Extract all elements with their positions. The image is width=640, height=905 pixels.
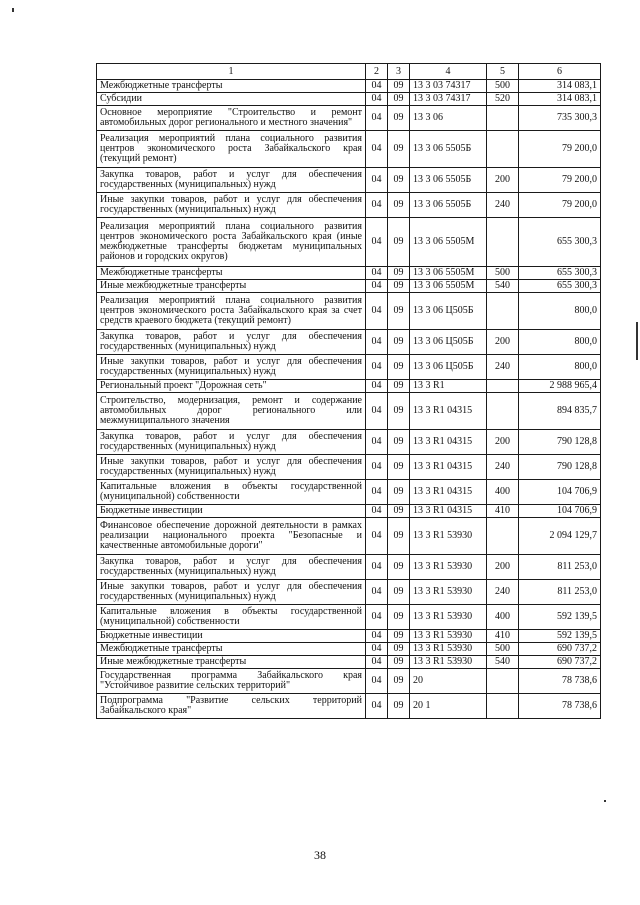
amount-cell: 2 094 129,7	[519, 518, 601, 555]
section-cell: 04	[366, 393, 388, 430]
row-name-cell: Бюджетные инвестиции	[97, 505, 366, 518]
target-article-cell: 13 3 R1 04315	[410, 505, 487, 518]
expense-type-cell	[487, 218, 519, 267]
row-name-cell: Субсидии	[97, 93, 366, 106]
section-cell: 04	[366, 131, 388, 168]
row-name-cell: Иные межбюджетные трансферты	[97, 280, 366, 293]
target-article-cell: 13 3 R1	[410, 380, 487, 393]
expense-type-cell	[487, 380, 519, 393]
target-article-cell: 13 3 R1 53930	[410, 630, 487, 643]
target-article-cell: 13 3 R1 53930	[410, 518, 487, 555]
expense-type-cell: 400	[487, 605, 519, 630]
row-name-cell: Региональный проект "Дорожная сеть"	[97, 380, 366, 393]
table-row	[97, 605, 601, 630]
row-name-cell: Строительство, модернизация, ремонт и содержание автомобильных дорог регионального или межмуниципального значения	[97, 393, 366, 430]
table-row	[97, 293, 601, 330]
subsection-cell: 09	[388, 643, 410, 656]
section-cell: 04	[366, 267, 388, 280]
subsection-cell: 09	[388, 656, 410, 669]
section-cell: 04	[366, 643, 388, 656]
expense-type-cell	[487, 518, 519, 555]
amount-cell: 790 128,8	[519, 455, 601, 480]
table-row	[97, 656, 601, 669]
expense-type-cell: 240	[487, 455, 519, 480]
table-row	[97, 131, 601, 168]
target-article-cell: 13 3 R1 04315	[410, 430, 487, 455]
section-cell: 04	[366, 193, 388, 218]
amount-cell: 104 706,9	[519, 480, 601, 505]
table-row	[97, 518, 601, 555]
target-article-cell: 13 3 06 5505Б	[410, 168, 487, 193]
expense-type-cell	[487, 106, 519, 131]
amount-cell: 894 835,7	[519, 393, 601, 430]
subsection-cell: 09	[388, 267, 410, 280]
target-article-cell: 13 3 R1 53930	[410, 643, 487, 656]
section-cell: 04	[366, 80, 388, 93]
amount-cell: 690 737,2	[519, 643, 601, 656]
row-name-cell: Иные межбюджетные трансферты	[97, 656, 366, 669]
table-row	[97, 643, 601, 656]
target-article-cell: 13 3 03 74317	[410, 80, 487, 93]
expense-type-cell: 200	[487, 430, 519, 455]
expense-type-cell: 200	[487, 555, 519, 580]
subsection-cell: 09	[388, 355, 410, 380]
page-number: 38	[314, 848, 326, 862]
table-row	[97, 280, 601, 293]
budget-table-body	[97, 64, 601, 719]
subsection-cell: 09	[388, 280, 410, 293]
section-cell: 04	[366, 455, 388, 480]
row-name-cell: Закупка товаров, работ и услуг для обеспечения государственных (муниципальных) нужд	[97, 430, 366, 455]
expense-type-cell: 240	[487, 193, 519, 218]
amount-cell: 104 706,9	[519, 505, 601, 518]
amount-cell: 811 253,0	[519, 555, 601, 580]
target-article-cell: 13 3 R1 04315	[410, 455, 487, 480]
expense-type-cell: 400	[487, 480, 519, 505]
subsection-cell: 09	[388, 480, 410, 505]
target-article-cell: 13 3 R1 53930	[410, 555, 487, 580]
target-article-cell: 13 3 06 5505М	[410, 218, 487, 267]
expense-type-cell	[487, 694, 519, 719]
target-article-cell: 13 3 R1 53930	[410, 605, 487, 630]
target-article-cell: 13 3 03 74317	[410, 93, 487, 106]
amount-cell: 655 300,3	[519, 218, 601, 267]
table-row	[97, 267, 601, 280]
target-article-cell: 13 3 06 Ц505Б	[410, 293, 487, 330]
amount-cell: 314 083,1	[519, 93, 601, 106]
subsection-cell: 09	[388, 505, 410, 518]
target-article-cell: 20 1	[410, 694, 487, 719]
scan-mark	[604, 800, 606, 802]
subsection-cell: 09	[388, 106, 410, 131]
table-row	[97, 168, 601, 193]
subsection-cell: 09	[388, 669, 410, 694]
row-name-cell: Капитальные вложения в объекты государственной (муниципальной) собственности	[97, 480, 366, 505]
table-row	[97, 193, 601, 218]
row-name-cell: Государственная программа Забайкальского края "Устойчивое развитие сельских территорий"	[97, 669, 366, 694]
table-row	[97, 455, 601, 480]
table-row	[97, 580, 601, 605]
amount-cell: 735 300,3	[519, 106, 601, 131]
section-cell: 04	[366, 669, 388, 694]
subsection-cell: 09	[388, 605, 410, 630]
row-name-cell: Капитальные вложения в объекты государственной (муниципальной) собственности	[97, 605, 366, 630]
subsection-cell: 09	[388, 168, 410, 193]
row-name-cell: Подпрограмма "Развитие сельских территорий Забайкальского края"	[97, 694, 366, 719]
section-cell: 04	[366, 380, 388, 393]
target-article-cell: 20	[410, 669, 487, 694]
section-cell: 04	[366, 93, 388, 106]
table-row	[97, 93, 601, 106]
row-name-cell: Иные закупки товаров, работ и услуг для обеспечения государственных (муниципальных) нужд	[97, 193, 366, 218]
target-article-cell: 13 3 06 5505М	[410, 267, 487, 280]
row-name-cell: Межбюджетные трансферты	[97, 80, 366, 93]
target-article-cell: 13 3 R1 53930	[410, 580, 487, 605]
amount-cell: 811 253,0	[519, 580, 601, 605]
table-row	[97, 355, 601, 380]
row-name-cell: Межбюджетные трансферты	[97, 267, 366, 280]
target-article-cell: 13 3 06 5505Б	[410, 193, 487, 218]
row-name-cell: Закупка товаров, работ и услуг для обеспечения государственных (муниципальных) нужд	[97, 555, 366, 580]
amount-cell: 592 139,5	[519, 605, 601, 630]
target-article-cell: 13 3 06 Ц505Б	[410, 330, 487, 355]
section-cell: 04	[366, 605, 388, 630]
table-row	[97, 555, 601, 580]
amount-cell: 592 139,5	[519, 630, 601, 643]
section-cell: 04	[366, 106, 388, 131]
row-name-cell: Иные закупки товаров, работ и услуг для обеспечения государственных (муниципальных) нужд	[97, 455, 366, 480]
amount-cell: 79 200,0	[519, 193, 601, 218]
budget-table	[96, 63, 601, 719]
row-name-cell: Основное мероприятие "Строительство и ремонт автомобильных дорог регионального и местного значения"	[97, 106, 366, 131]
table-row	[97, 669, 601, 694]
subsection-cell: 09	[388, 430, 410, 455]
subsection-cell: 09	[388, 218, 410, 267]
amount-cell: 690 737,2	[519, 656, 601, 669]
table-row	[97, 80, 601, 93]
table-row	[97, 694, 601, 719]
section-cell: 04	[366, 355, 388, 380]
subsection-cell: 09	[388, 93, 410, 106]
target-article-cell: 13 3 R1 53930	[410, 656, 487, 669]
table-row	[97, 330, 601, 355]
amount-cell: 800,0	[519, 293, 601, 330]
subsection-cell: 09	[388, 293, 410, 330]
section-cell: 04	[366, 505, 388, 518]
header-col-4: 4	[410, 64, 487, 80]
subsection-cell: 09	[388, 455, 410, 480]
amount-cell: 655 300,3	[519, 280, 601, 293]
row-name-cell: Межбюджетные трансферты	[97, 643, 366, 656]
expense-type-cell: 500	[487, 643, 519, 656]
target-article-cell: 13 3 06 Ц505Б	[410, 355, 487, 380]
section-cell: 04	[366, 555, 388, 580]
expense-type-cell: 540	[487, 656, 519, 669]
subsection-cell: 09	[388, 580, 410, 605]
expense-type-cell: 410	[487, 630, 519, 643]
amount-cell: 800,0	[519, 330, 601, 355]
subsection-cell: 09	[388, 380, 410, 393]
amount-cell: 78 738,6	[519, 669, 601, 694]
table-row	[97, 430, 601, 455]
row-name-cell: Иные закупки товаров, работ и услуг для обеспечения государственных (муниципальных) нужд	[97, 580, 366, 605]
subsection-cell: 09	[388, 131, 410, 168]
subsection-cell: 09	[388, 694, 410, 719]
row-name-cell: Закупка товаров, работ и услуг для обеспечения государственных (муниципальных) нужд	[97, 168, 366, 193]
expense-type-cell: 500	[487, 80, 519, 93]
subsection-cell: 09	[388, 193, 410, 218]
table-row	[97, 218, 601, 267]
section-cell: 04	[366, 293, 388, 330]
row-name-cell: Реализация мероприятий плана социального развития центров экономического роста Забайкальского края (иные межбюджетные трансферты бюджетам муниципальных районов и городских округов)	[97, 218, 366, 267]
header-col-3: 3	[388, 64, 410, 80]
amount-cell: 78 738,6	[519, 694, 601, 719]
amount-cell: 800,0	[519, 355, 601, 380]
table-row	[97, 106, 601, 131]
section-cell: 04	[366, 656, 388, 669]
header-row	[97, 64, 601, 80]
target-article-cell: 13 3 06 5505Б	[410, 131, 487, 168]
section-cell: 04	[366, 630, 388, 643]
section-cell: 04	[366, 518, 388, 555]
subsection-cell: 09	[388, 518, 410, 555]
row-name-cell: Закупка товаров, работ и услуг для обеспечения государственных (муниципальных) нужд	[97, 330, 366, 355]
expense-type-cell: 240	[487, 580, 519, 605]
expense-type-cell: 520	[487, 93, 519, 106]
header-col-1: 1	[97, 64, 366, 80]
section-cell: 04	[366, 330, 388, 355]
subsection-cell: 09	[388, 555, 410, 580]
section-cell: 04	[366, 694, 388, 719]
section-cell: 04	[366, 280, 388, 293]
expense-type-cell: 410	[487, 505, 519, 518]
amount-cell: 79 200,0	[519, 131, 601, 168]
table-row	[97, 630, 601, 643]
row-name-cell: Бюджетные инвестиции	[97, 630, 366, 643]
amount-cell: 314 083,1	[519, 80, 601, 93]
row-name-cell: Иные закупки товаров, работ и услуг для обеспечения государственных (муниципальных) нужд	[97, 355, 366, 380]
target-article-cell: 13 3 06 5505М	[410, 280, 487, 293]
expense-type-cell: 540	[487, 280, 519, 293]
section-cell: 04	[366, 480, 388, 505]
amount-cell: 79 200,0	[519, 168, 601, 193]
target-article-cell: 13 3 06	[410, 106, 487, 131]
expense-type-cell	[487, 293, 519, 330]
subsection-cell: 09	[388, 393, 410, 430]
scan-mark	[12, 8, 14, 12]
row-name-cell: Реализация мероприятий плана социального развития центров экономического роста Забайкальского края (текущий ремонт)	[97, 131, 366, 168]
subsection-cell: 09	[388, 80, 410, 93]
expense-type-cell: 500	[487, 267, 519, 280]
header-col-2: 2	[366, 64, 388, 80]
amount-cell: 2 988 965,4	[519, 380, 601, 393]
section-cell: 04	[366, 430, 388, 455]
section-cell: 04	[366, 580, 388, 605]
amount-cell: 655 300,3	[519, 267, 601, 280]
subsection-cell: 09	[388, 630, 410, 643]
header-col-6: 6	[519, 64, 601, 80]
target-article-cell: 13 3 R1 04315	[410, 480, 487, 505]
subsection-cell: 09	[388, 330, 410, 355]
amount-cell: 790 128,8	[519, 430, 601, 455]
row-name-cell: Реализация мероприятий плана социального развития центров экономического роста Забайкальского края за счет средств краевого бюджета (текущий ремонт)	[97, 293, 366, 330]
expense-type-cell	[487, 131, 519, 168]
table-row	[97, 380, 601, 393]
expense-type-cell	[487, 669, 519, 694]
table-row	[97, 505, 601, 518]
row-name-cell: Финансовое обеспечение дорожной деятельности в рамках реализации национального проекта "Безопасные и качественные автомобильные дороги"	[97, 518, 366, 555]
header-col-5: 5	[487, 64, 519, 80]
expense-type-cell: 240	[487, 355, 519, 380]
expense-type-cell	[487, 393, 519, 430]
target-article-cell: 13 3 R1 04315	[410, 393, 487, 430]
section-cell: 04	[366, 218, 388, 267]
expense-type-cell: 200	[487, 168, 519, 193]
table-row	[97, 393, 601, 430]
scan-mark	[636, 322, 638, 360]
expense-type-cell: 200	[487, 330, 519, 355]
section-cell: 04	[366, 168, 388, 193]
table-row	[97, 480, 601, 505]
